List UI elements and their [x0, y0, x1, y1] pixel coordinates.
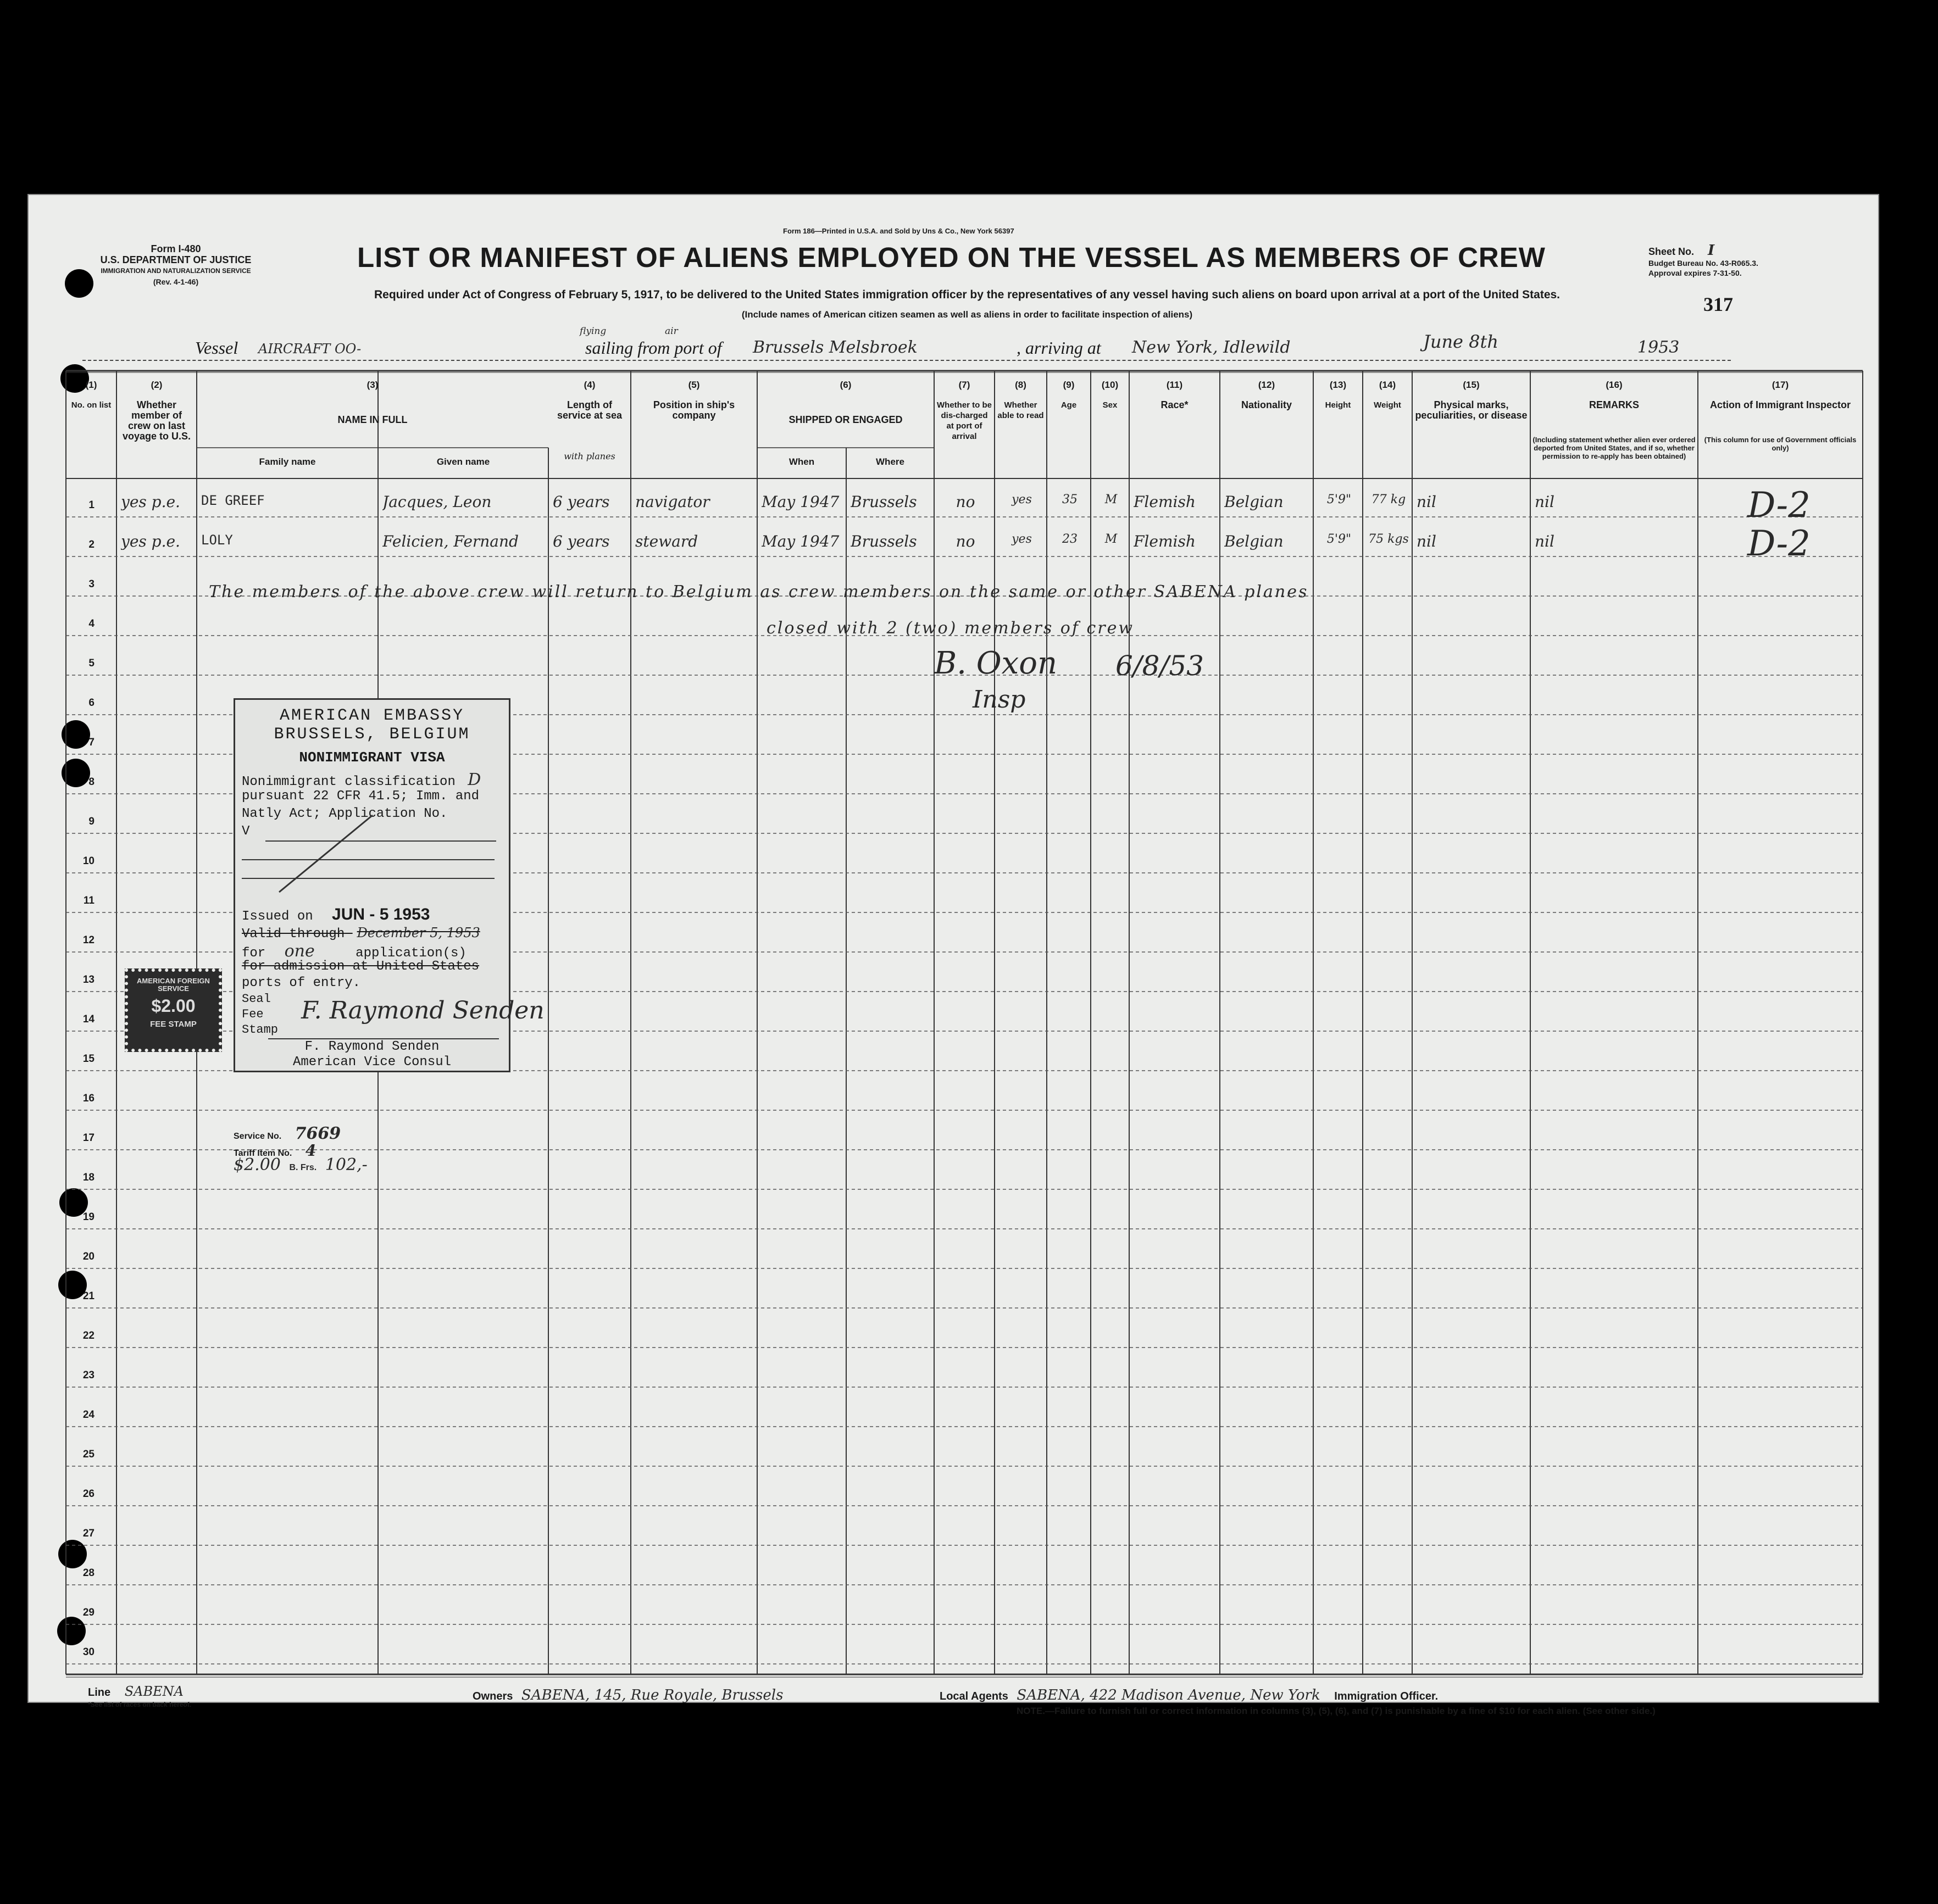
row-number: 22 — [82, 1330, 95, 1341]
stamp-classification-label: Nonimmigrant classification — [242, 775, 456, 789]
row-number: 13 — [82, 974, 95, 986]
service-no-label: Service No. — [234, 1132, 282, 1141]
stamp-heading: NONIMMIGRANT VISA — [299, 749, 445, 766]
row-number: 21 — [82, 1290, 95, 1302]
consul-name: F. Raymond Senden — [304, 1039, 440, 1054]
page-number: 317 — [1703, 293, 1733, 315]
sheet-no-label: Sheet No. — [1648, 246, 1695, 257]
inspector-signature: B. Oxon — [934, 645, 1058, 681]
row-number: 15 — [82, 1053, 95, 1065]
crew-race: Flemish — [1134, 493, 1196, 511]
column-number: (11) — [1166, 380, 1183, 390]
crew-remarks: nil — [1535, 532, 1554, 550]
stamp-v: V — [242, 824, 250, 839]
column-label: Action of Immigrant Inspector — [1709, 399, 1851, 410]
column-label: Race* — [1160, 399, 1189, 410]
crew-read: yes — [1012, 532, 1032, 546]
date-value: June 8th — [1423, 331, 1498, 352]
row-number: 19 — [82, 1211, 95, 1223]
column-number: (17) — [1772, 380, 1789, 390]
page-title: LIST OR MANIFEST OF ALIENS EMPLOYED ON THE VESSEL AS MEMBERS OF CREW — [357, 242, 1546, 273]
footer-agents — [940, 1687, 1438, 1703]
form-subtitle-2: (Include names of American citizen seamen as well as aliens in order to facilitate inspection of aliens) — [741, 309, 1193, 320]
row-number: 14 — [82, 1014, 95, 1025]
consul-title: American Vice Consul — [292, 1055, 452, 1070]
crew-when: May 1947 — [762, 493, 840, 511]
column-number: (10) — [1101, 380, 1119, 390]
stamp-admission: for admission at United States — [242, 959, 480, 974]
manifest-sheet — [27, 194, 1879, 1716]
printer-note: Form 186—Printed in U.S.A. and Sold by Uns & Co., New York 56397 — [783, 227, 1014, 235]
column-sublabel: Family name — [259, 456, 316, 467]
column-label: Sex — [1102, 400, 1118, 410]
crew-marks: nil — [1417, 532, 1436, 550]
sailing-label: sailing from port of — [585, 338, 722, 358]
inspector-action-1: D-2 — [1747, 485, 1811, 526]
crew-position: steward — [635, 532, 698, 550]
stamp-fee: Fee — [242, 1007, 264, 1021]
footer-line-value: SABENA — [124, 1684, 184, 1699]
crew-position: navigator — [635, 493, 710, 511]
closed-note: closed with 2 (two) members of crew — [767, 619, 1135, 638]
stamp-city: BRUSSELS, BELGIUM — [274, 725, 470, 744]
row-number: 23 — [82, 1369, 95, 1381]
column-label: Whether member of crew on last voyage to U.S. — [122, 399, 191, 442]
row-number: 10 — [82, 855, 95, 867]
column-note: (Including statement whether alien ever ordered deported from United States, and if so, whether permission to re-apply has been obtained) — [1532, 436, 1696, 460]
row-number: 7 — [88, 737, 95, 748]
crew-discharged: no — [956, 532, 975, 550]
crew-nationality: Belgian — [1224, 493, 1284, 511]
crew-marks: nil — [1417, 493, 1436, 511]
row-number: 3 — [88, 578, 95, 590]
stamp-classification — [242, 770, 481, 789]
arrival-value: New York, Idlewild — [1132, 338, 1291, 357]
crew-last-voyage: yes p.e. — [121, 493, 180, 511]
stamp-act: Natly Act; Application No. — [242, 806, 448, 821]
column-label: NAME IN FULL — [337, 414, 408, 425]
form-subtitle: Required under Act of Congress of February 5, 1917, to be delivered to the United States immigration officer by the representatives of any vessel having such aliens on board upon arrival at a port of the United States. — [374, 288, 1561, 301]
return-note: The members of the above crew will return to Belgium as crew members on the same or other SABENA planes — [209, 582, 1309, 602]
budget-bureau: Budget Bureau No. 43-R065.3. — [1648, 259, 1758, 268]
footer-note-text: —Failure to furnish full or correct information in columns (3), (5), (6), and (7) is punishable by a fine of $10 for each alien. (See other side.) — [1045, 1706, 1656, 1716]
footer-note-label: NOTE. — [1017, 1706, 1045, 1716]
stamp-issued-label: Issued on — [242, 909, 313, 924]
fee-stamp — [125, 968, 222, 1052]
footer-owners-label: Owners — [473, 1690, 513, 1702]
row-number: 18 — [82, 1172, 95, 1183]
stamp-valid — [242, 925, 480, 942]
stamp-classification-value: D — [468, 770, 481, 789]
row-number: 4 — [88, 618, 95, 630]
francs-value: 102,- — [325, 1155, 368, 1174]
crew-where: Brussels — [851, 532, 917, 550]
stamp-valid-value: December 5, 1953 — [357, 925, 480, 940]
footer-officer-label: Immigration Officer. — [1334, 1690, 1439, 1702]
column-label: Age — [1060, 400, 1077, 410]
row-number: 16 — [82, 1093, 95, 1104]
stamp-pursuant: pursuant 22 CFR 41.5; Imm. and — [242, 789, 480, 804]
inspector-action-2: D-2 — [1747, 524, 1811, 564]
crew-weight: 75 kgs — [1368, 532, 1409, 546]
column-note: (This column for use of Government officials only) — [1704, 436, 1857, 452]
stamp-for-label: for — [242, 946, 266, 961]
footer-owners — [473, 1687, 783, 1703]
column-label: Nationality — [1241, 399, 1292, 410]
column-number: (7) — [958, 380, 970, 390]
column-number: (3) — [367, 380, 379, 390]
row-number: 2 — [88, 539, 95, 550]
row-number: 20 — [82, 1251, 95, 1262]
francs-label: B. Frs. — [289, 1163, 317, 1172]
row-number: 28 — [82, 1567, 95, 1579]
column-number: (9) — [1063, 380, 1075, 390]
port-value: Brussels Melsbroek — [753, 338, 918, 357]
column-label: No. on list — [71, 400, 112, 410]
crew-when: May 1947 — [762, 532, 840, 550]
column-label: Whether able to read — [997, 400, 1044, 420]
column-number: (2) — [151, 380, 163, 390]
column-label: Physical marks, peculiarities, or disease — [1415, 399, 1528, 421]
stamp-seal: Seal — [242, 992, 271, 1006]
crew-age: 23 — [1062, 532, 1078, 546]
fee-amount-value: $2.00 — [234, 1155, 281, 1174]
column-number: (6) — [840, 380, 852, 390]
crew-weight: 77 kg — [1371, 493, 1406, 506]
tariff-item-label: Tariff Item No. — [234, 1149, 292, 1158]
footer-note — [1017, 1706, 1656, 1717]
consul-signature: F. Raymond Senden — [301, 996, 545, 1025]
column-label: Position in ship's company — [653, 399, 735, 421]
footer-line — [88, 1684, 184, 1699]
crew-family: DE GREEF — [201, 493, 265, 508]
crew-height: 5'9" — [1326, 532, 1352, 546]
row-number: 26 — [82, 1488, 95, 1500]
column-label: Whether to be dis-charged at port of arrival — [937, 400, 992, 441]
row-number: 6 — [88, 697, 95, 709]
stamp-ports: ports of entry. — [242, 976, 361, 990]
row-number: 29 — [82, 1607, 95, 1618]
column-label: Length of service at sea — [557, 399, 623, 421]
crew-nationality: Belgian — [1224, 532, 1284, 550]
sheet-no-value: I — [1708, 242, 1715, 259]
flying-note: flying — [580, 326, 607, 337]
fee-amount — [234, 1155, 368, 1174]
crew-where: Brussels — [851, 493, 917, 511]
column-label: Height — [1325, 400, 1351, 410]
tariff-item-value: 4 — [305, 1142, 316, 1160]
year-value: 1953 — [1637, 338, 1680, 357]
column-number: (4) — [584, 380, 596, 390]
row-number: 24 — [82, 1409, 95, 1421]
row-number: 9 — [88, 816, 95, 827]
row-number: 17 — [82, 1132, 95, 1144]
inspector-date: 6/8/53 — [1115, 650, 1204, 682]
crew-remarks: nil — [1535, 493, 1554, 511]
column-number: (5) — [688, 380, 700, 390]
crew-last-voyage: yes p.e. — [121, 532, 180, 550]
vessel-label: Vessel — [195, 338, 238, 358]
column-label: Weight — [1374, 400, 1401, 410]
air-note: air — [665, 326, 678, 337]
footer-agents-value: SABENA, 422 Madison Avenue, New York — [1017, 1687, 1320, 1703]
visa-stamp — [234, 698, 545, 1072]
row-number: 11 — [83, 895, 95, 906]
stamp-for — [242, 942, 467, 961]
column-number: (12) — [1258, 380, 1275, 390]
service-no-value: 7669 — [295, 1124, 341, 1143]
row-number: 27 — [82, 1528, 95, 1539]
column-label: REMARKS — [1589, 399, 1639, 410]
column-number: (13) — [1329, 380, 1347, 390]
fee-stamp-value: $2.00 — [151, 996, 196, 1016]
crew-discharged: no — [956, 493, 975, 511]
stamp-application: application(s) — [356, 946, 467, 961]
approval-expiry: Approval expires 7-31-50. — [1648, 269, 1742, 277]
column-number: (15) — [1463, 380, 1480, 390]
fee-stamp-top: AMERICAN FOREIGN SERVICE — [137, 977, 210, 993]
crew-service: 6 years — [553, 493, 610, 511]
arriving-label: , arriving at — [1017, 338, 1101, 358]
service-no — [234, 1124, 341, 1143]
crew-race: Flemish — [1134, 532, 1196, 550]
column-number: (14) — [1379, 380, 1396, 390]
inspector-title: Insp — [973, 686, 1026, 714]
row-number: 1 — [88, 499, 95, 511]
form-number: Form I-480 — [151, 243, 201, 254]
crew-given: Felicien, Fernand — [382, 532, 519, 550]
crew-height: 5'9" — [1326, 493, 1352, 506]
vessel-value: AIRCRAFT OO- — [258, 341, 362, 357]
column-note: with planes — [564, 451, 615, 461]
stamp-strike-mark — [268, 810, 378, 898]
row-number: 25 — [82, 1449, 95, 1460]
revision: (Rev. 4-1-46) — [153, 277, 199, 286]
row-number: 5 — [88, 658, 95, 669]
column-sublabel: Given name — [436, 456, 490, 467]
row-number: 8 — [88, 776, 95, 788]
crew-service: 6 years — [553, 532, 610, 550]
column-number: (16) — [1606, 380, 1623, 390]
stamp-embassy: AMERICAN EMBASSY — [279, 706, 465, 725]
stamp-issued — [242, 905, 430, 924]
department: U.S. DEPARTMENT OF JUSTICE — [100, 254, 252, 265]
column-sublabel: When — [788, 456, 815, 467]
stamp-stamp-word: Stamp — [242, 1023, 279, 1037]
stamp-valid-label: Valid through — [242, 927, 345, 942]
crew-read: yes — [1012, 493, 1032, 506]
stamp-issued-value: JUN - 5 1953 — [332, 905, 430, 923]
races-note: *See list of races on back hereof. — [88, 1701, 192, 1708]
crew-given: Jacques, Leon — [382, 493, 492, 511]
row-number: 12 — [82, 934, 95, 946]
stamp-for-value: one — [284, 942, 315, 961]
service-name: IMMIGRATION AND NATURALIZATION SERVICE — [101, 267, 251, 275]
crew-sex: M — [1104, 532, 1118, 546]
column-sublabel: Where — [876, 456, 904, 467]
crew-family: LOLY — [201, 532, 233, 548]
column-label: SHIPPED OR ENGAGED — [788, 414, 903, 425]
footer-line-label: Line — [88, 1686, 111, 1699]
row-number: 30 — [82, 1646, 95, 1658]
column-number: (1) — [85, 380, 97, 390]
column-number: (8) — [1015, 380, 1026, 390]
fee-stamp-bottom: FEE STAMP — [150, 1020, 197, 1029]
footer-owners-value: SABENA, 145, Rue Royale, Brussels — [521, 1687, 784, 1703]
crew-sex: M — [1104, 493, 1118, 506]
footer-agents-label: Local Agents — [940, 1690, 1008, 1702]
crew-age: 35 — [1062, 493, 1078, 506]
